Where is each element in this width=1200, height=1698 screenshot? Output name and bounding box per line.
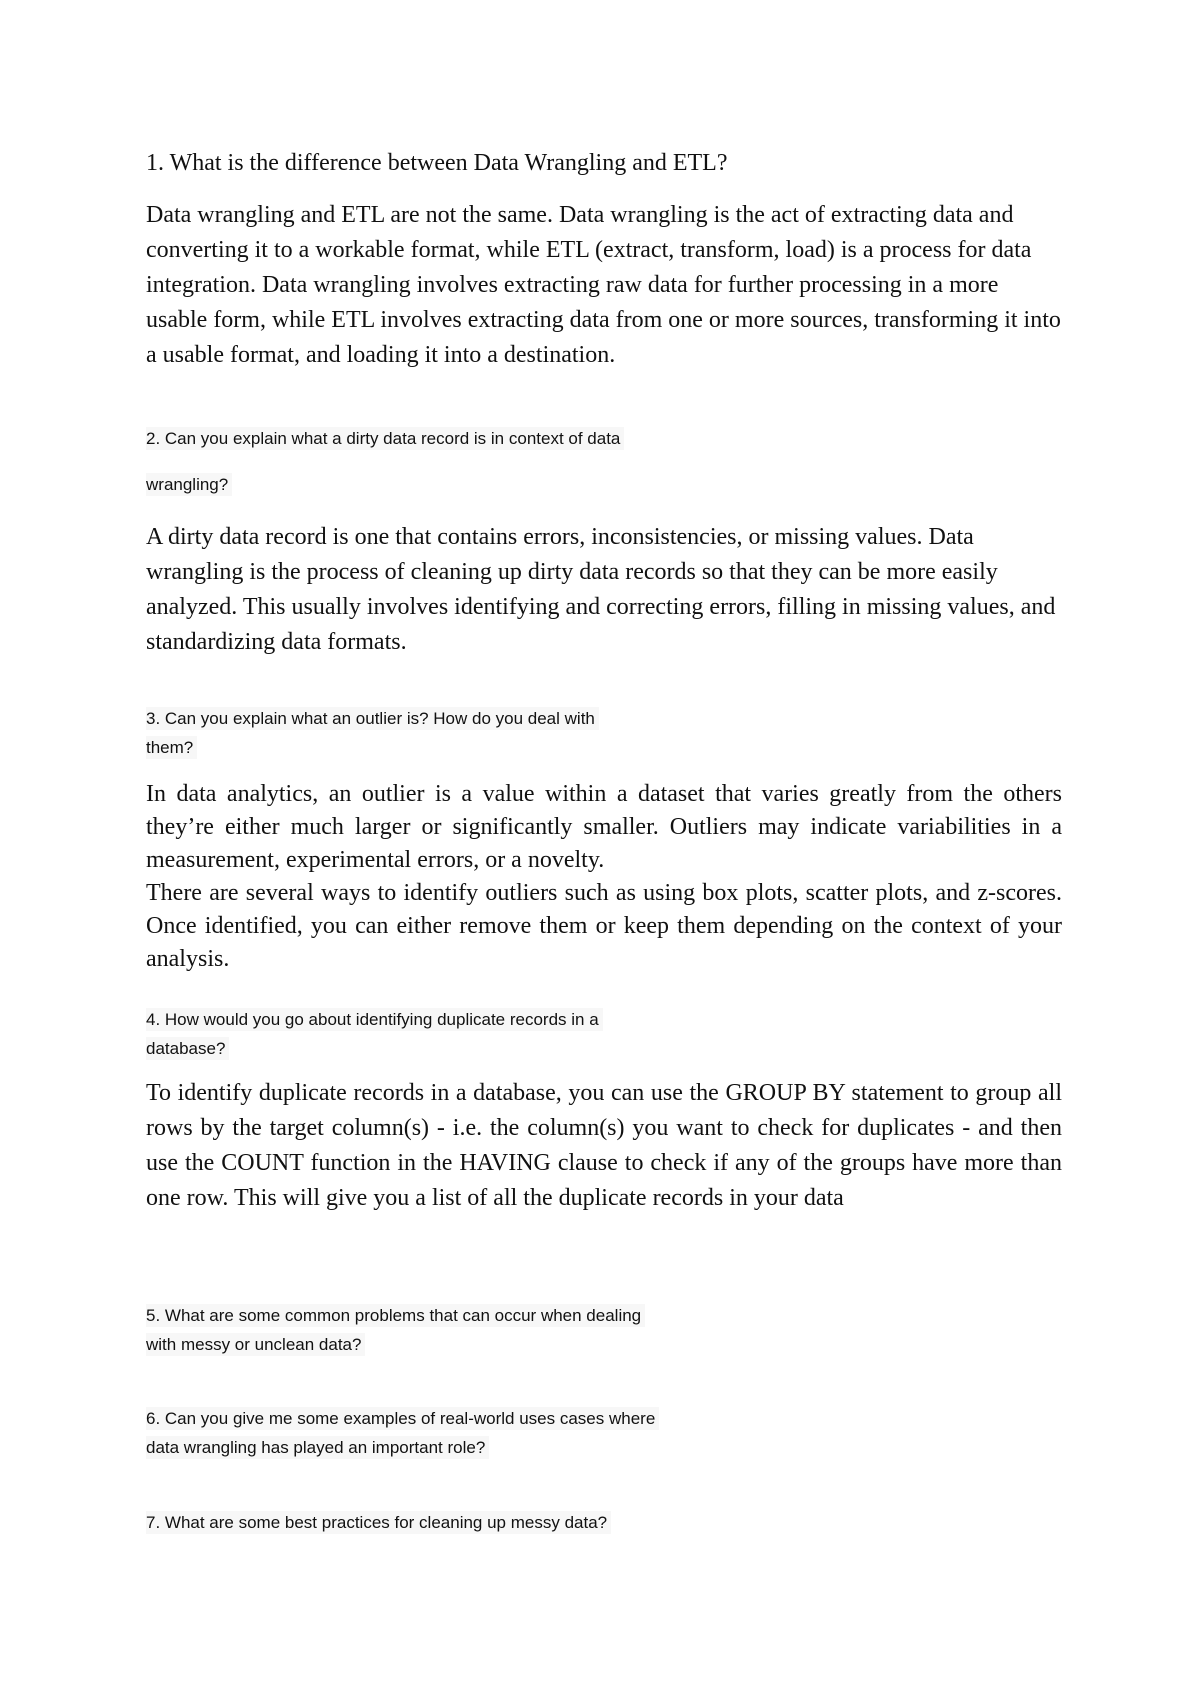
question-5-line-1-text: 5. What are some common problems that can occur when dealing — [146, 1304, 645, 1327]
question-4-line-2-text: database? — [146, 1037, 229, 1060]
question-3-line-2-text: them? — [146, 736, 197, 759]
answer-4-text: To identify duplicate records in a database, you can use the GROUP BY statement to group all rows by the target column(s) - i.e. the column(s) you want to check for duplicates - and then use the COUNT function in the HAVING clause to check if any of the groups have more than one row. This will give you a list of all the duplicate records in your data — [146, 1080, 1062, 1211]
question-2-line-2-text: wrangling? — [146, 473, 232, 496]
question-6-line-1-text: 6. Can you give me some examples of real-world uses cases where — [146, 1407, 659, 1430]
question-5-line-2-text: with messy or unclean data? — [146, 1333, 365, 1356]
question-7-line-1-text: 7. What are some best practices for cleaning up messy data? — [146, 1511, 611, 1534]
question-6-line-1 — [146, 1404, 659, 1433]
question-3-line-1-text: 3. Can you explain what an outlier is? How do you deal with — [146, 707, 599, 730]
question-5-line-1 — [146, 1301, 645, 1330]
question-2-line-1 — [146, 424, 624, 453]
question-3-line-2 — [146, 733, 197, 762]
question-4-line-1-text: 4. How would you go about identifying duplicate records in a — [146, 1008, 603, 1031]
answer-3-paragraph-1: In data analytics, an outlier is a value within a dataset that varies greatly from the others they’re either much larger or significantly smaller. Outliers may indicate variabilities in a measurement, experimental errors, or a novelty. — [146, 781, 1062, 873]
answer-3-text — [146, 778, 1062, 976]
question-6-line-2 — [146, 1433, 489, 1462]
question-5-line-2 — [146, 1330, 365, 1359]
answer-1-text: Data wrangling and ETL are not the same. Data wrangling is the act of extracting data and converting it to a workable format, while ETL (extract, transform, load) is a process for data integration. Data wrangling involves extracting raw data for further processing in a more usable form, while ETL involves extracting data from one or more sources, transforming it into a usable format, and loading it into a destination. — [146, 202, 1061, 368]
question-2-line-2 — [146, 470, 232, 499]
question-1-heading: 1. What is the difference between Data Wrangling and ETL? — [146, 150, 728, 176]
question-7-line-1 — [146, 1508, 611, 1537]
answer-3-paragraph-2: There are several ways to identify outliers such as using box plots, scatter plots, and z-scores. Once identified, you can either remove them or keep them depending on the context of your analysis. — [146, 880, 1062, 972]
question-3-line-1 — [146, 704, 599, 733]
answer-2-text: A dirty data record is one that contains errors, inconsistencies, or missing values. Data wrangling is the process of cleaning up dirty data records so that they can be more easily analyzed. This usually involves identifying and correcting errors, filling in missing values, and standardizing data formats. — [146, 524, 1056, 655]
question-2-line-1-text: 2. Can you explain what a dirty data record is in context of data — [146, 427, 624, 450]
question-6-line-2-text: data wrangling has played an important role? — [146, 1436, 489, 1459]
question-4-line-1 — [146, 1005, 603, 1034]
question-4-line-2 — [146, 1034, 229, 1063]
